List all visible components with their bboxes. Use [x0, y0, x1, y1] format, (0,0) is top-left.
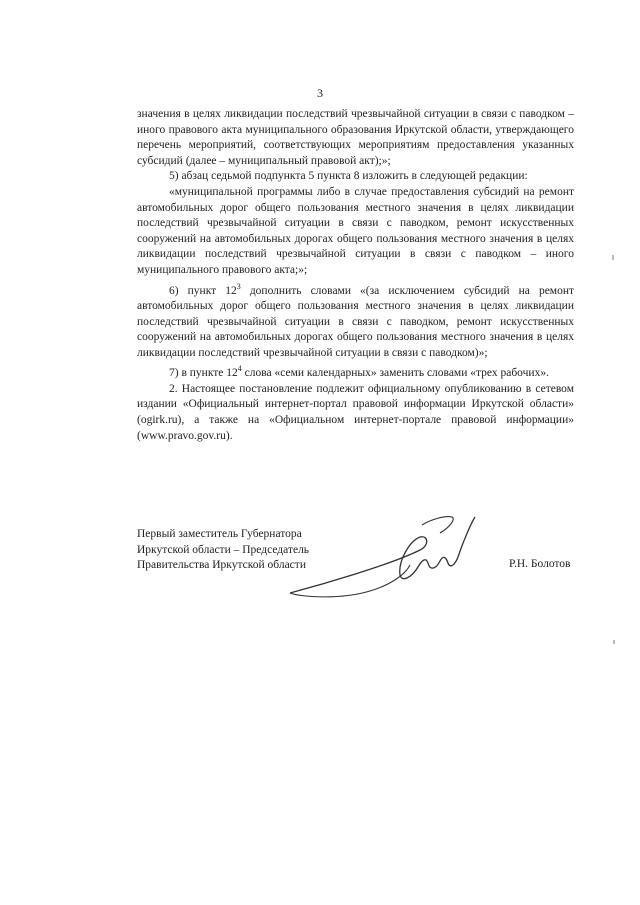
signatory-title-line-3: Правительства Иркутской области	[137, 559, 306, 572]
item-6-superscript: 3	[236, 281, 241, 291]
item-6-prefix: 6) пункт 12	[169, 284, 237, 297]
paragraph-item-7	[137, 361, 574, 381]
margin-mark	[612, 255, 614, 260]
signatory-title-line-2: Иркутской области – Председатель	[137, 543, 310, 556]
handwritten-signature	[280, 505, 480, 605]
item-7-superscript: 4	[237, 364, 242, 374]
item-6-text: дополнить словами «(за исключением субсидий на ремонт автомобильных дорог общего пользования местного значения в целях ликвидации последствий чрезвычайной ситуации в связи с паводком, ремонт искусственных сооружений на автомобильных дорогах общего пользования местного значения в целях ликвидации последствий чрезвычайной ситуации в связи с паводком)»;	[137, 284, 575, 359]
paragraph-item-6	[137, 279, 574, 362]
paragraph-continuation: значения в целях ликвидации последствий чрезвычайной ситуации в связи с паводком – иного правового акта муниципального образования Иркутской области, утверждающего перечень мероприятий, соответствующих мероприятиям предоставления указанных субсидий (далее – муниципальный правовой акт);»;	[137, 108, 574, 167]
signatory-title-line-1: Первый заместитель Губернатора	[137, 528, 302, 540]
item-7-prefix: 7) в пункте 12	[169, 367, 238, 380]
page-number: 3	[317, 86, 323, 100]
signatory-name: Р.Н. Болотов	[509, 558, 571, 570]
document-body	[137, 107, 574, 444]
paragraph-item-5: 5) абзац седьмой подпункта 5 пункта 8 изложить в следующей редакции:	[169, 170, 528, 183]
item-7-text: слова «семи календарных» заменить словами «трех рабочих».	[244, 367, 549, 380]
paragraph-section-2: 2. Настоящее постановление подлежит официальному опубликованию в сетевом издании «Официальный интернет-портал правовой информации Иркутской области» (ogirk.ru), а также на «Официальном интернет-портале правовой информации» (www.pravo.gov.ru).	[137, 382, 574, 442]
paragraph-quote: «муниципальной программы либо в случае предоставления субсидий на ремонт автомобильных дорог общего пользования местного значения в целях ликвидации последствий чрезвычайной ситуации в связи с паводком, ремонт искусственных сооружений на автомобильных дорогах общего пользования местного значения в целях ликвидации последствий чрезвычайной ситуации в связи с паводком – иного муниципального правового акта;»;	[137, 185, 574, 276]
margin-mark	[613, 640, 615, 644]
